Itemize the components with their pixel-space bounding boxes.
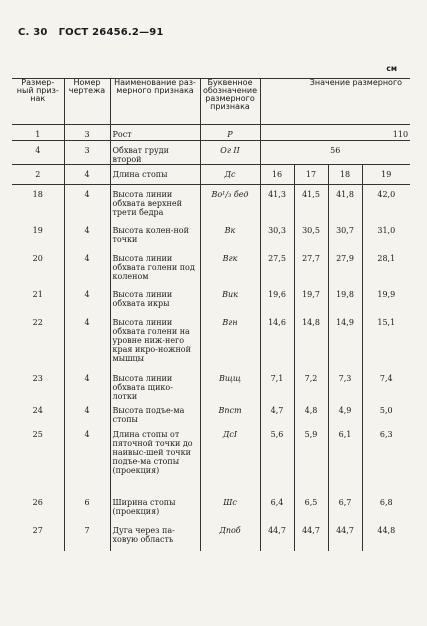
cell-symbol: Вк <box>200 221 260 249</box>
col-header-drawing: Номер чертежа <box>64 79 110 125</box>
cell-name: Дуга через па-ховую область <box>110 521 200 551</box>
cell-drawing: 4 <box>64 425 110 493</box>
col-header-name: Наименование раз-мерного признака <box>110 79 200 125</box>
cell-symbol: Ог II <box>200 141 260 165</box>
cell-num: 27 <box>32 525 43 535</box>
col-header-values: Значение размерного <box>260 79 410 125</box>
cell-value: 41,3 <box>260 185 294 221</box>
cell-value: 27,9 <box>328 249 362 285</box>
cell-num: 19 <box>32 225 43 235</box>
cell-value: 19,9 <box>362 285 410 313</box>
cell-symbol: ДсI <box>200 425 260 493</box>
cell-value: 4,7 <box>260 401 294 425</box>
cell-num: 18 <box>32 190 43 199</box>
cell-drawing: 3 <box>64 141 110 165</box>
table-row <box>12 285 410 313</box>
cell-symbol: Дпоб <box>200 521 260 551</box>
cell-value: 44,7 <box>328 521 362 551</box>
cell-drawing: 4 <box>64 313 110 369</box>
cell-name: Обхват груди второй <box>110 141 200 165</box>
cell-name: Высота подъе-ма стопы <box>110 401 200 425</box>
cell-drawing: 4 <box>64 401 110 425</box>
cell-value: 7,2 <box>294 369 328 401</box>
cell-symbol: Вгк <box>200 249 260 285</box>
cell-value-span: 110 <box>260 125 410 141</box>
cell-drawing: 4 <box>64 249 110 285</box>
cell-num: 2 <box>12 165 64 185</box>
cell-drawing: 6 <box>64 493 110 521</box>
cell-drawing: 7 <box>64 521 110 551</box>
cell-num: 22 <box>32 317 43 327</box>
table-body <box>12 125 410 551</box>
cell-value: 6,7 <box>328 493 362 521</box>
cell-value: 44,8 <box>362 521 410 551</box>
cell-value: 18 <box>328 165 362 185</box>
cell-value-span: 56 <box>260 141 410 165</box>
cell-value: 6,4 <box>260 493 294 521</box>
measurements-table <box>12 78 410 551</box>
cell-num: 23 <box>32 373 43 383</box>
cell-name: Длина стопы от пяточной точки до наивыс-шей точки подъе-ма стопы (проекция) <box>110 425 200 493</box>
table-row <box>12 125 410 141</box>
cell-drawing: 4 <box>64 369 110 401</box>
table-row <box>12 401 410 425</box>
page-header <box>18 27 164 38</box>
cell-value: 15,1 <box>362 313 410 369</box>
cell-symbol: Шс <box>200 493 260 521</box>
cell-drawing: 4 <box>64 185 110 221</box>
cell-drawing: 4 <box>64 221 110 249</box>
cell-value: 19,6 <box>260 285 294 313</box>
cell-value: 28,1 <box>362 249 410 285</box>
table-row <box>12 369 410 401</box>
cell-value: 27,7 <box>294 249 328 285</box>
table-row <box>12 313 410 369</box>
cell-symbol: Во¹/₃ бед <box>200 185 260 221</box>
table-row <box>12 249 410 285</box>
cell-value: 14,8 <box>294 313 328 369</box>
cell-value: 14,6 <box>260 313 294 369</box>
cell-value: 4,8 <box>294 401 328 425</box>
cell-value: 17 <box>294 165 328 185</box>
col-header-symbol: Буквенное обозначение размерного признака <box>200 79 260 125</box>
cell-name: Длина стопы <box>110 165 200 185</box>
cell-value: 5,0 <box>362 401 410 425</box>
cell-value: 6,1 <box>328 425 362 493</box>
cell-num: 26 <box>32 497 43 507</box>
cell-value: 6,3 <box>362 425 410 493</box>
cell-value: 19 <box>362 165 410 185</box>
cell-name: Высота линии обхвата щико-лотки <box>110 369 200 401</box>
cell-symbol: Вик <box>200 285 260 313</box>
cell-value: 6,5 <box>294 493 328 521</box>
cell-value: 30,3 <box>260 221 294 249</box>
cell-value: 19,7 <box>294 285 328 313</box>
table-row <box>12 425 410 493</box>
cell-symbol: Р <box>200 125 260 141</box>
table-row <box>12 221 410 249</box>
cell-value: 7,3 <box>328 369 362 401</box>
cell-value: 14,9 <box>328 313 362 369</box>
cell-symbol: Дс <box>200 165 260 185</box>
table-row <box>12 493 410 521</box>
cell-symbol: Вщщ <box>200 369 260 401</box>
cell-value: 6,8 <box>362 493 410 521</box>
cell-num: 25 <box>32 429 43 439</box>
cell-name: Ширина стопы (проекция) <box>110 493 200 521</box>
cell-value: 44,7 <box>294 521 328 551</box>
cell-value: 19,8 <box>328 285 362 313</box>
cell-value: 4,9 <box>328 401 362 425</box>
cell-value: 41,5 <box>294 185 328 221</box>
cell-name: Высота линии обхвата верхней трети бедра <box>110 185 200 221</box>
cell-value: 27,5 <box>260 249 294 285</box>
col-header-num: Размер-ный приз-нак <box>12 79 64 125</box>
cell-num: 24 <box>32 405 43 415</box>
cell-name: Высота колен-ной точки <box>110 221 200 249</box>
cell-drawing: 3 <box>64 125 110 141</box>
cell-symbol: Впст <box>200 401 260 425</box>
cell-name: Рост <box>110 125 200 141</box>
cell-name: Высота линии обхвата голени под коленом <box>110 249 200 285</box>
cell-num: 21 <box>32 289 43 299</box>
cell-value: 30,7 <box>328 221 362 249</box>
cell-value: 44,7 <box>260 521 294 551</box>
cell-num: 1 <box>12 125 64 141</box>
cell-value: 5,9 <box>294 425 328 493</box>
cell-num: 20 <box>32 253 43 263</box>
cell-num: 4 <box>12 141 64 165</box>
cell-value: 16 <box>260 165 294 185</box>
cell-value: 42,0 <box>362 185 410 221</box>
cell-drawing: 4 <box>64 165 110 185</box>
cell-name: Высота линии обхвата икры <box>110 285 200 313</box>
unit-label: см <box>386 64 397 73</box>
table-row <box>12 185 410 221</box>
standard-title: ГОСТ 26456.2—91 <box>58 27 164 38</box>
table-row <box>12 141 410 165</box>
table-row <box>12 521 410 551</box>
cell-value: 41,8 <box>328 185 362 221</box>
table-row <box>12 165 410 185</box>
cell-value: 7,4 <box>362 369 410 401</box>
page-number: С. 30 <box>18 27 48 38</box>
cell-value: 5,6 <box>260 425 294 493</box>
cell-value: 30,5 <box>294 221 328 249</box>
cell-value: 31,0 <box>362 221 410 249</box>
cell-symbol: Вгн <box>200 313 260 369</box>
cell-value: 7,1 <box>260 369 294 401</box>
cell-drawing: 4 <box>64 285 110 313</box>
cell-name: Высота линии обхвата голени на уровне ниж-него края икро-ножной мышцы <box>110 313 200 369</box>
